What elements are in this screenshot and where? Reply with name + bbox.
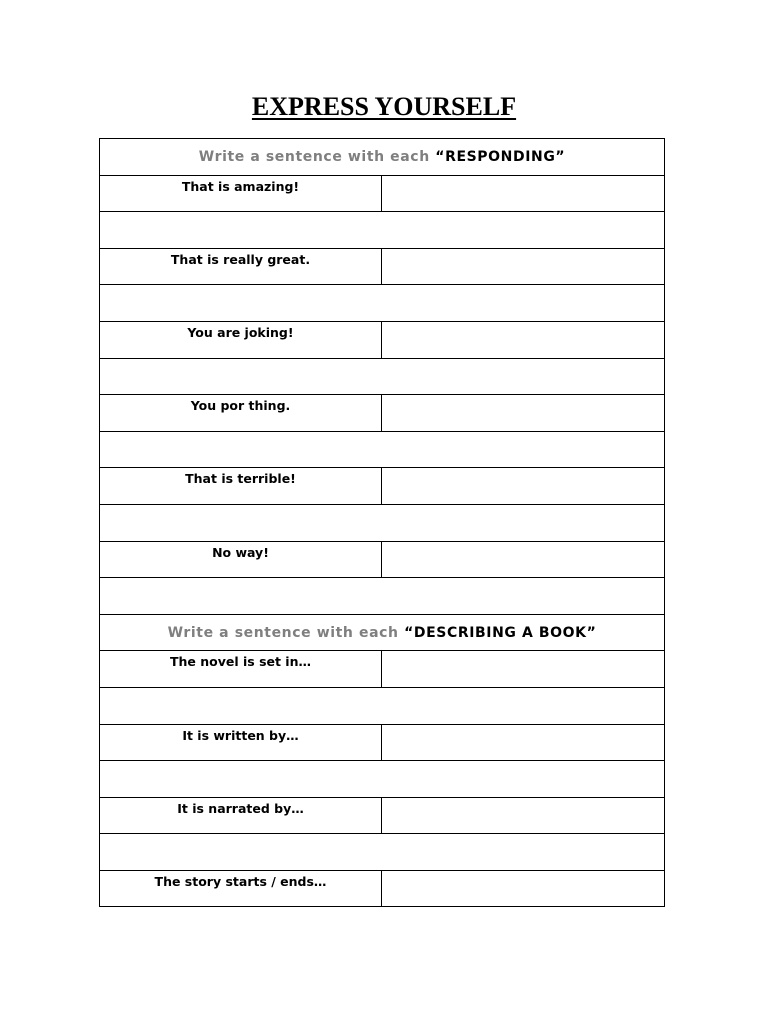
section-header-topic: “RESPONDING” <box>435 148 566 165</box>
sentence-line[interactable] <box>100 285 665 322</box>
sentence-line[interactable] <box>100 358 665 395</box>
sentence-line[interactable] <box>100 834 665 871</box>
section-header-row <box>100 614 665 651</box>
answer-cell[interactable] <box>382 870 665 907</box>
blank-row <box>100 285 665 322</box>
phrase-row <box>100 395 665 432</box>
sentence-line[interactable] <box>100 761 665 798</box>
phrase-row <box>100 651 665 688</box>
blank-row <box>100 687 665 724</box>
phrase-row <box>100 724 665 761</box>
section-header-responding <box>100 139 665 176</box>
phrase-row <box>100 248 665 285</box>
section-header-lead: Write a sentence with each <box>198 148 430 165</box>
section-header-row <box>100 139 665 176</box>
phrase-cell: The story starts / ends… <box>100 870 382 907</box>
answer-cell[interactable] <box>382 797 665 834</box>
phrase-row <box>100 321 665 358</box>
blank-row <box>100 834 665 871</box>
phrase-row <box>100 870 665 907</box>
blank-row <box>100 578 665 615</box>
phrase-cell: It is narrated by… <box>100 797 382 834</box>
phrase-row <box>100 175 665 212</box>
phrase-cell: No way! <box>100 541 382 578</box>
blank-row <box>100 504 665 541</box>
phrase-cell: That is amazing! <box>100 175 382 212</box>
phrase-cell: The novel is set in… <box>100 651 382 688</box>
phrase-row <box>100 797 665 834</box>
phrase-row <box>100 468 665 505</box>
page-title: EXPRESS YOURSELF <box>251 92 517 121</box>
answer-cell[interactable] <box>382 541 665 578</box>
sentence-line[interactable] <box>100 578 665 615</box>
phrase-cell: That is really great. <box>100 248 382 285</box>
answer-cell[interactable] <box>382 468 665 505</box>
answer-cell[interactable] <box>382 321 665 358</box>
phrase-cell: That is terrible! <box>100 468 382 505</box>
worksheet-table <box>99 138 665 907</box>
phrase-row <box>100 541 665 578</box>
answer-cell[interactable] <box>382 248 665 285</box>
phrase-cell: You por thing. <box>100 395 382 432</box>
blank-row <box>100 358 665 395</box>
section-header-lead: Write a sentence with each <box>167 624 399 641</box>
answer-cell[interactable] <box>382 724 665 761</box>
sentence-line[interactable] <box>100 504 665 541</box>
blank-row <box>100 431 665 468</box>
sentence-line[interactable] <box>100 431 665 468</box>
phrase-cell: You are joking! <box>100 321 382 358</box>
answer-cell[interactable] <box>382 651 665 688</box>
phrase-cell: It is written by… <box>100 724 382 761</box>
answer-cell[interactable] <box>382 175 665 212</box>
answer-cell[interactable] <box>382 395 665 432</box>
sentence-line[interactable] <box>100 687 665 724</box>
blank-row <box>100 761 665 798</box>
section-header-topic: “DESCRIBING A BOOK” <box>404 624 597 641</box>
blank-row <box>100 212 665 249</box>
section-header-describing-a-book <box>100 614 665 651</box>
sentence-line[interactable] <box>100 212 665 249</box>
